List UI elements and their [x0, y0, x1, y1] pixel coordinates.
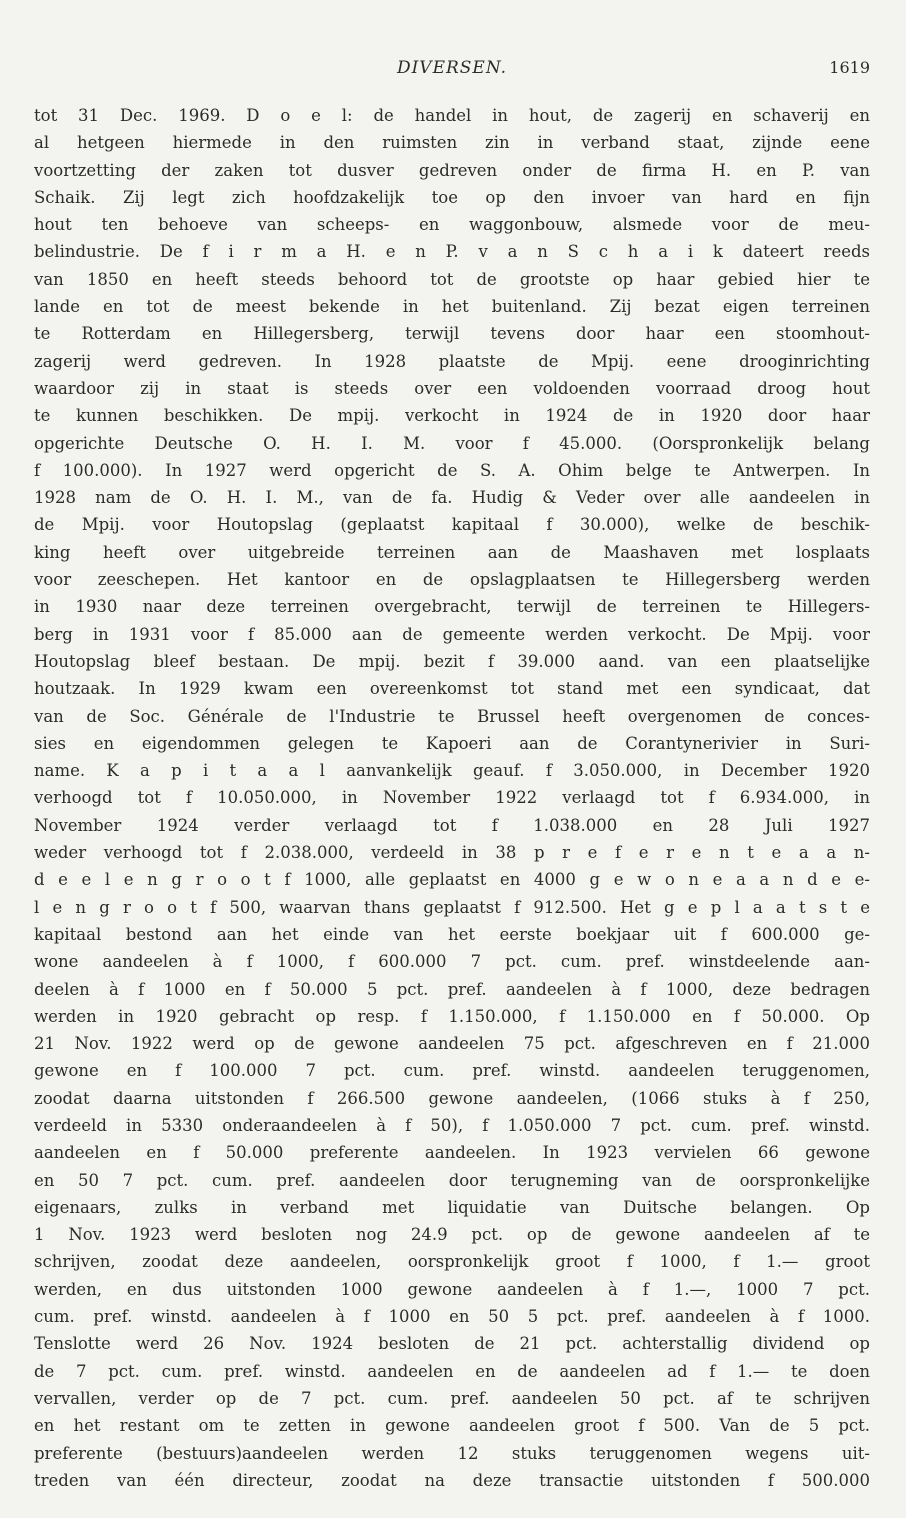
- text-line: gewone en f 100.000 7 pct. cum. pref. winstd. aandeelen teruggenomen,: [34, 1061, 870, 1081]
- text-line: deelen à f 1000 en f 50.000 5 pct. pref. aandeelen à f 1000, deze bedragen: [34, 979, 870, 999]
- text-line: voor zeeschepen. Het kantoor en de opslagplaatsen te Hillegersberg werden: [34, 570, 870, 590]
- text-line: houtzaak. In 1929 kwam een overeenkomst tot stand met een syndicaat, dat: [34, 679, 870, 699]
- text-line: berg in 1931 voor f 85.000 aan de gemeente werden verkocht. De Mpij. voor: [34, 624, 870, 644]
- text-line: de Mpij. voor Houtopslag (geplaatst kapitaal f 30.000), welke de beschik-: [34, 515, 870, 535]
- text-line: schrijven, zoodat deze aandeelen, oorspronkelijk groot f 1000, f 1.— groot: [34, 1252, 870, 1272]
- text-line: preferente (bestuurs)aandeelen werden 12 stuks teruggenomen wegens uit-: [34, 1443, 870, 1463]
- text-line: verdeeld in 5330 onderaandeelen à f 50), f 1.050.000 7 pct. cum. pref. winstd.: [34, 1115, 870, 1135]
- text-line: kapitaal bestond aan het einde van het eerste boekjaar uit f 600.000 ge-: [34, 924, 870, 944]
- text-line: cum. pref. winstd. aandeelen à f 1000 en 50 5 pct. pref. aandeelen à f 1000.: [34, 1307, 870, 1327]
- text-line: zagerij werd gedreven. In 1928 plaatste de Mpij. eene drooginrichting: [34, 351, 870, 371]
- text-line: van de Soc. Générale de l'Industrie te Brussel heeft overgenomen de conces-: [34, 706, 870, 726]
- text-line: November 1924 verder verlaagd tot f 1.038.000 en 28 Juli 1927: [34, 815, 870, 835]
- text-line: al hetgeen hiermede in den ruimsten zin in verband staat, zijnde eene: [34, 133, 870, 153]
- text-line: van 1850 en heeft steeds behoord tot de grootste op haar gebied hier te: [34, 269, 870, 289]
- text-line: en 50 7 pct. cum. pref. aandeelen door terugneming van de oorspronkelijke: [34, 1170, 870, 1190]
- text-line: f 100.000). In 1927 werd opgericht de S. A. Ohim belge te Antwerpen. In: [34, 460, 870, 480]
- text-line: werden in 1920 gebracht op resp. f 1.150.000, f 1.150.000 en f 50.000. Op: [34, 1006, 870, 1026]
- text-line: verhoogd tot f 10.050.000, in November 1922 verlaagd tot f 6.934.000, in: [34, 788, 870, 808]
- text-line: name. K a p i t a a l aanvankelijk geauf. f 3.050.000, in December 1920: [34, 761, 870, 781]
- text-line: tot 31 Dec. 1969. D o e l: de handel in hout, de zagerij en schaverij en: [34, 106, 870, 125]
- text-line: waardoor zij in staat is steeds over een voldoenden voorraad droog hout: [34, 378, 870, 398]
- text-line: 1 Nov. 1923 werd besloten nog 24.9 pct. op de gewone aandeelen af te: [34, 1225, 870, 1245]
- text-line: vervallen, verder op de 7 pct. cum. pref. aandeelen 50 pct. af te schrijven: [34, 1388, 870, 1408]
- text-line: Houtopslag bleef bestaan. De mpij. bezit f 39.000 aand. van een plaatselijke: [34, 651, 870, 671]
- page-number: 1619: [829, 58, 870, 77]
- text-line: voortzetting der zaken tot dusver gedreven onder de firma H. en P. van: [34, 160, 870, 180]
- text-line: de 7 pct. cum. pref. winstd. aandeelen en de aandeelen ad f 1.— te doen: [34, 1361, 870, 1381]
- text-line: lande en tot de meest bekende in het buitenland. Zij bezat eigen terreinen: [34, 297, 870, 317]
- text-line: king heeft over uitgebreide terreinen aan de Maashaven met losplaats: [34, 542, 870, 562]
- text-line: te Rotterdam en Hillegersberg, terwijl tevens door haar een stoomhout-: [34, 324, 870, 344]
- text-line: sies en eigendommen gelegen te Kapoeri aan de Corantynerivier in Suri-: [34, 733, 870, 753]
- text-line: in 1930 naar deze terreinen overgebracht, terwijl de terreinen te Hillegers-: [34, 597, 870, 617]
- text-line: wone aandeelen à f 1000, f 600.000 7 pct. cum. pref. winstdeelende aan-: [34, 952, 870, 972]
- text-line: 21 Nov. 1922 werd op de gewone aandeelen 75 pct. afgeschreven en f 21.000: [34, 1034, 870, 1054]
- text-line: l e n g r o o t f 500, waarvan thans geplaatst f 912.500. Het g e p l a a t s t e: [34, 897, 870, 917]
- text-line: en het restant om te zetten in gewone aandeelen groot f 500. Van de 5 pct.: [34, 1416, 870, 1436]
- text-line: Schaik. Zij legt zich hoofdzakelijk toe op den invoer van hard en fijn: [34, 187, 870, 207]
- text-line: zoodat daarna uitstonden f 266.500 gewone aandeelen, (1066 stuks à f 250,: [34, 1088, 870, 1108]
- text-line: aandeelen en f 50.000 preferente aandeelen. In 1923 vervielen 66 gewone: [34, 1143, 870, 1163]
- text-line: hout ten behoeve van scheeps- en waggonbouw, alsmede voor de meu-: [34, 215, 870, 235]
- text-line: opgerichte Deutsche O. H. I. M. voor f 45.000. (Oorspronkelijk belang: [34, 433, 870, 453]
- text-line: werden, en dus uitstonden 1000 gewone aandeelen à f 1.—, 1000 7 pct.: [34, 1279, 870, 1299]
- section-title: DIVERSEN.: [396, 58, 508, 78]
- text-line: eigenaars, zulks in verband met liquidatie van Duitsche belangen. Op: [34, 1197, 870, 1217]
- text-line: weder verhoogd tot f 2.038.000, verdeeld in 38 p r e f e r e n t e a a n-: [34, 843, 870, 863]
- text-line: te kunnen beschikken. De mpij. verkocht in 1924 de in 1920 door haar: [34, 406, 870, 426]
- running-head: [34, 58, 870, 84]
- text-line: 1928 nam de O. H. I. M., van de fa. Hudig & Veder over alle aandeelen in: [34, 488, 870, 508]
- text-line: belindustrie. De f i r m a H. e n P. v a n S c h a i k dateert reeds: [34, 242, 870, 262]
- body-text: [34, 102, 870, 1494]
- text-line: Tenslotte werd 26 Nov. 1924 besloten de 21 pct. achterstallig dividend op: [34, 1334, 870, 1354]
- text-line: d e e l e n g r o o t f 1000, alle geplaatst en 4000 g e w o n e a a n d e e-: [34, 870, 870, 890]
- text-line: treden van één directeur, zoodat na deze transactie uitstonden f 500.000: [34, 1470, 870, 1490]
